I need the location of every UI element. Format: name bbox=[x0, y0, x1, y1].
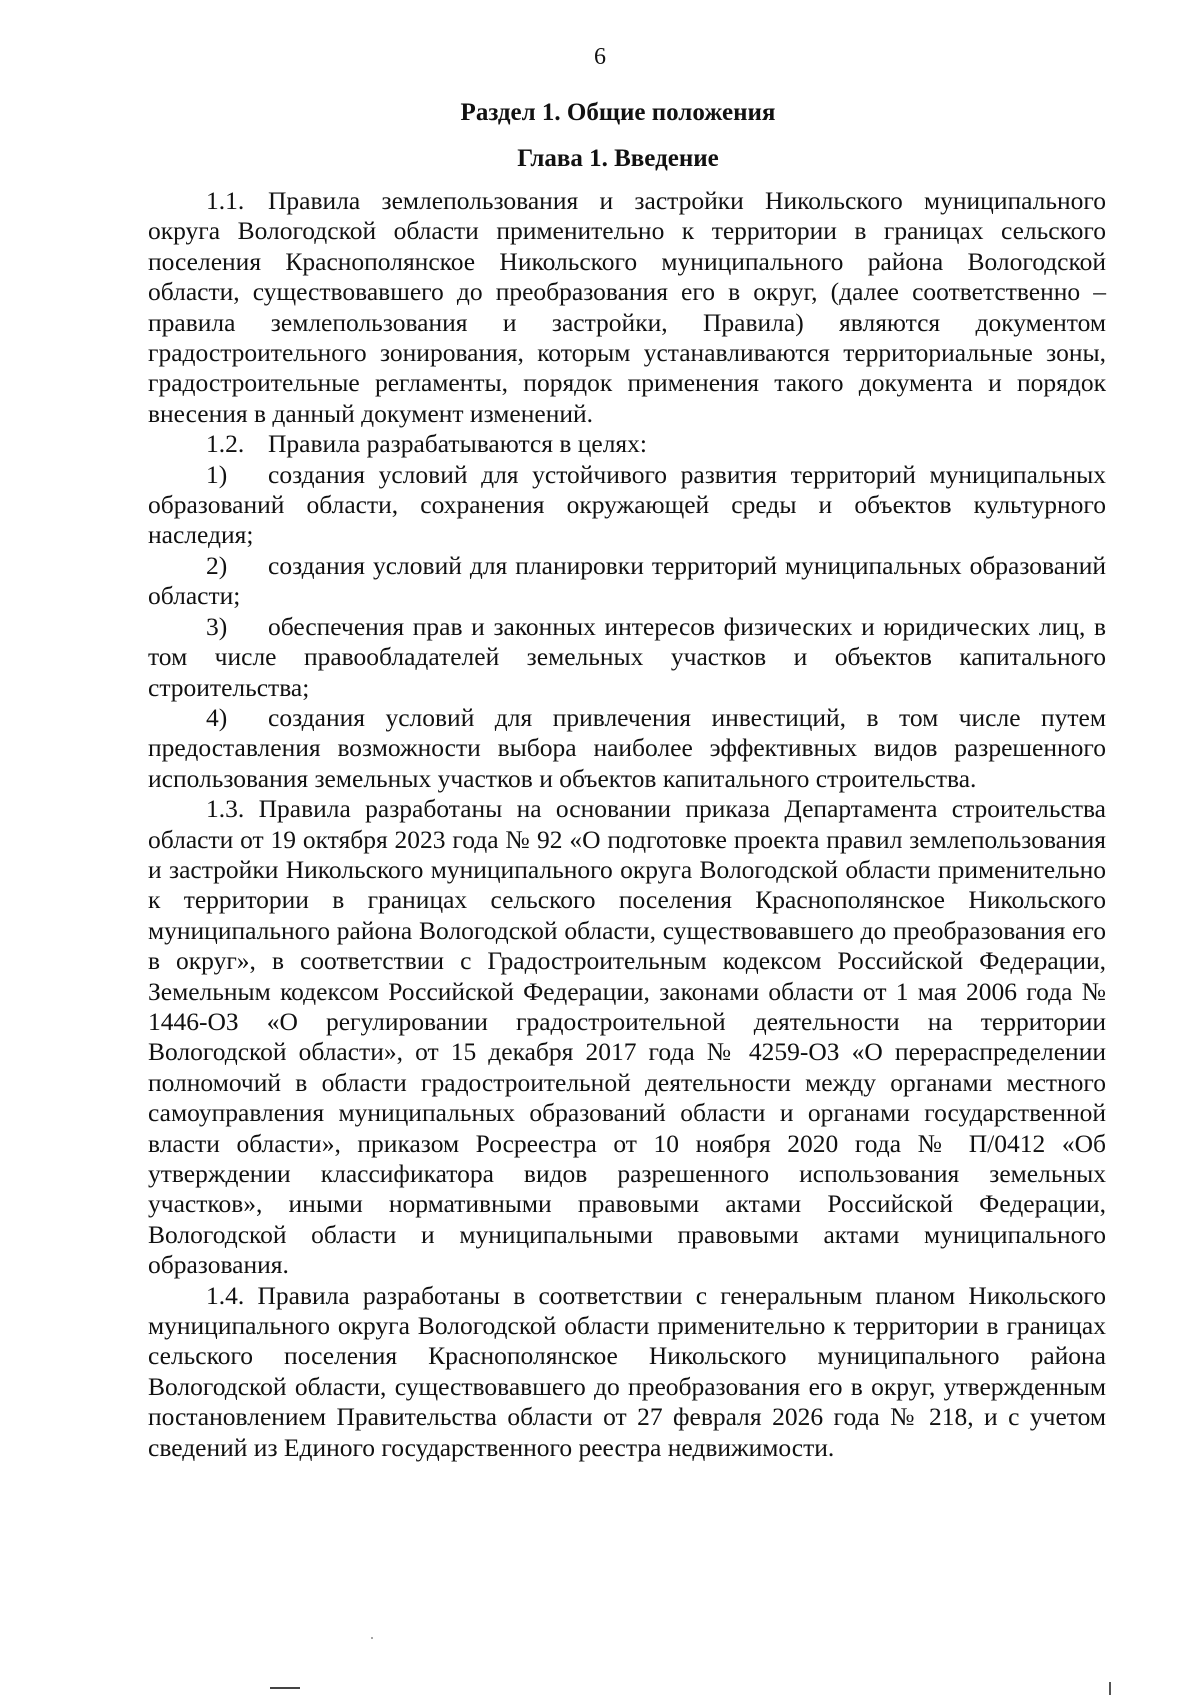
paragraph-text: Правила разработаны на основании приказа Департамента строительства области от 19 октября 2023 года № 92 «О подготовке проекта правил землепользования и застройки Никольского муниципального округа Вологодской области применительно к территории в границах сельского поселения Краснополянское Никольского муниципального района Вологодской области, существовавшего до преобразования его в округ», в соответствии с Градостроительным кодексом Российской Федерации, Земельным кодексом Российской Федерации, законами области от 1 мая 2006 года № 1446-ОЗ «О регулировании градостроительной деятельности на территории Вологодской области», от 15 декабря 2017 года № 4259-ОЗ «О перераспределении полномочий в области градостроительной деятельности между органами местного самоуправления муниципальных образований области и органами государственной власти области», приказом Росреестра от 10 ноября 2020 года № П/0412 «Об утверждении классификатора видов разрешенного использования земельных участков», иными нормативными правовыми актами Российской Федерации, Вологодской области и муниципальными правовыми актами муниципального образования. bbox=[148, 794, 1107, 1280]
paragraph-1-2 bbox=[148, 429, 1106, 459]
paragraph-text: Правила землепользования и застройки Никольского муниципального округа Вологодской области применительно к территории в границах сельского поселения Краснополянское Никольского муниципального района Вологодской области, существовавшего до преобразования его в округ, (далее соответственно – правила землепользования и застройки, Правила) являются документом градостроительного зонирования, которым устанавливаются территориальные зоны, градостроительные регламенты, порядок применения такого документа и порядок внесения в данный документ изменений. bbox=[148, 186, 1106, 428]
list-item-4 bbox=[148, 703, 1106, 794]
scan-dot bbox=[371, 1637, 373, 1639]
paragraph-number: 1.1. bbox=[206, 186, 245, 215]
list-item-number: 1) bbox=[206, 459, 228, 489]
page-number: 6 bbox=[594, 44, 606, 70]
paragraph-number: 1.2. bbox=[206, 429, 245, 459]
document-body bbox=[148, 186, 1106, 1463]
list-item-number: 2) bbox=[206, 550, 228, 580]
list-item-text: обеспечения прав и законных интересов физических и юридических лиц, в том числе правообладателей земельных участков и объектов капитального строительства; bbox=[148, 611, 1106, 702]
list-item-text: создания условий для привлечения инвестиций, в том числе путем предоставления возможности выбора наиболее эффективных видов разрешенного использования земельных участков и объектов капитального строительства. bbox=[148, 702, 1106, 793]
paragraph-1-4 bbox=[148, 1281, 1106, 1463]
paragraph-number: 1.3. bbox=[206, 794, 245, 824]
section-title: Раздел 1. Общие положения bbox=[460, 99, 776, 126]
paragraph-text: Правила разрабатываются в целях: bbox=[268, 429, 647, 459]
list-item-2 bbox=[148, 551, 1106, 612]
list-item-number: 3) bbox=[206, 611, 228, 641]
list-item-text: создания условий для планировки территорий муниципальных образований области; bbox=[148, 550, 1106, 611]
chapter-title: Глава 1. Введение bbox=[517, 145, 719, 172]
paragraph-1-1 bbox=[148, 186, 1106, 429]
paragraph-1-3 bbox=[148, 794, 1106, 1281]
paragraph-number: 1.4. bbox=[206, 1280, 245, 1310]
paragraph-text: Правила разработаны в соответствии с генеральным планом Никольского муниципального округа Вологодской области применительно к территории в границах сельского поселения Краснополянское Никольского муниципального района Вологодской области, существовавшего до преобразования его в округ, утвержденным постановлением Правительства области от 27 февраля 2026 года № 218, и с учетом сведений из Единого государственного реестра недвижимости. bbox=[148, 1280, 1106, 1462]
list-item-3 bbox=[148, 612, 1106, 703]
list-item-number: 4) bbox=[206, 702, 228, 732]
list-item-text: создания условий для устойчивого развития территорий муниципальных образований области, сохранения окружающей среды и объектов культурного наследия; bbox=[148, 459, 1106, 550]
list-item-1 bbox=[148, 460, 1106, 551]
